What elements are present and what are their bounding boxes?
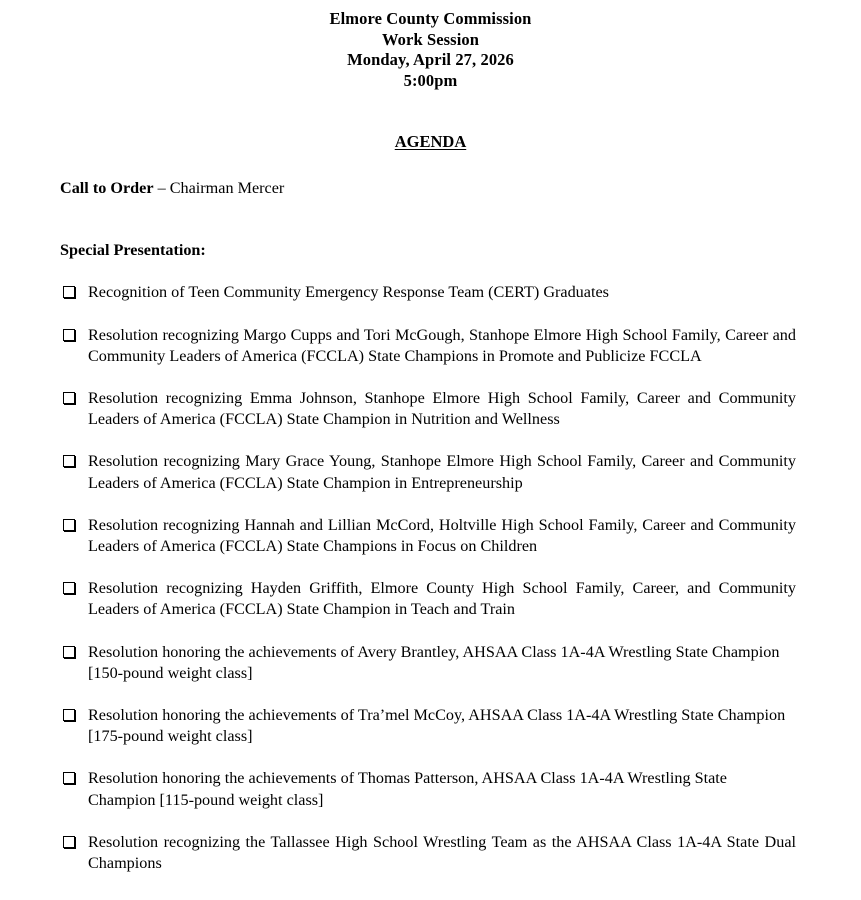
list-item-text: Resolution honoring the achievements of Thomas Patterson, AHSAA Class 1A-4A Wrestling State Champion [115-pound weight class] (88, 769, 727, 809)
hollow-square-bullet-icon (63, 709, 75, 721)
list-item (60, 578, 796, 620)
hollow-square-bullet-icon (63, 646, 75, 658)
hollow-square-bullet-icon (63, 582, 75, 594)
list-item-text: Resolution recognizing Hannah and Lillian McCord, Holtville High School Family, Career and Community Leaders of America (FCCLA) State Champions in Focus on Children (88, 515, 796, 555)
hollow-square-bullet-icon (63, 772, 75, 784)
agenda-item-list (60, 282, 796, 874)
hollow-square-bullet-icon (63, 836, 75, 848)
agenda-title-wrapper (0, 132, 861, 152)
list-item (60, 451, 796, 493)
call-to-order-label: Call to Order (60, 179, 154, 198)
list-item (60, 388, 796, 430)
call-to-order-detail: – Chairman Mercer (153, 179, 285, 198)
list-item-text: Resolution recognizing Mary Grace Young, Stanhope Elmore High School Family, Career and Community Leaders of America (FCCLA) State Champion in Entrepreneurship (88, 452, 796, 492)
header-line-meeting-type: Work Session (381, 29, 480, 49)
list-item (60, 325, 796, 367)
document-header (0, 0, 861, 91)
agenda-title: AGENDA (394, 132, 467, 152)
list-item (60, 642, 796, 684)
list-item (60, 515, 796, 557)
list-item-text: Recognition of Teen Community Emergency Response Team (CERT) Graduates (88, 283, 609, 302)
document-body (60, 178, 796, 874)
header-line-time: 5:00pm (403, 70, 458, 90)
special-presentation-heading: Special Presentation: (60, 241, 206, 260)
list-item-text: Resolution honoring the achievements of Avery Brantley, AHSAA Class 1A-4A Wrestling State Champion [150-pound weight class] (88, 642, 780, 682)
header-line-date: Monday, April 27, 2026 (347, 50, 514, 70)
list-item-text: Resolution recognizing Emma Johnson, Stanhope Elmore High School Family, Career and Community Leaders of America (FCCLA) State Champion in Nutrition and Wellness (88, 388, 796, 429)
list-item-text: Resolution recognizing the Tallassee High School Wrestling Team as the AHSAA Class 1A-4A State Dual Champions (88, 832, 796, 873)
hollow-square-bullet-icon (63, 392, 75, 404)
list-item (60, 705, 796, 747)
call-to-order-line (60, 178, 796, 198)
list-item (60, 832, 796, 874)
list-item (60, 768, 796, 810)
hollow-square-bullet-icon (63, 519, 75, 531)
list-item-text: Resolution honoring the achievements of Tra’mel McCoy, AHSAA Class 1A-4A Wrestling State Champion [175-pound weight class] (88, 706, 786, 746)
hollow-square-bullet-icon (63, 329, 75, 341)
list-item-text: Resolution recognizing Margo Cupps and Tori McGough, Stanhope Elmore High School Family, Career and Community Leaders of America (FCCLA) State Champions in Promote and Publicize FCCLA (88, 325, 796, 365)
list-item (60, 282, 796, 303)
hollow-square-bullet-icon (63, 286, 75, 298)
header-line-organization: Elmore County Commission (329, 9, 532, 28)
hollow-square-bullet-icon (63, 455, 75, 467)
list-item-text: Resolution recognizing Hayden Griffith, Elmore County High School Family, Career, and Community Leaders of America (FCCLA) State Champion in Teach and Train (88, 579, 796, 619)
